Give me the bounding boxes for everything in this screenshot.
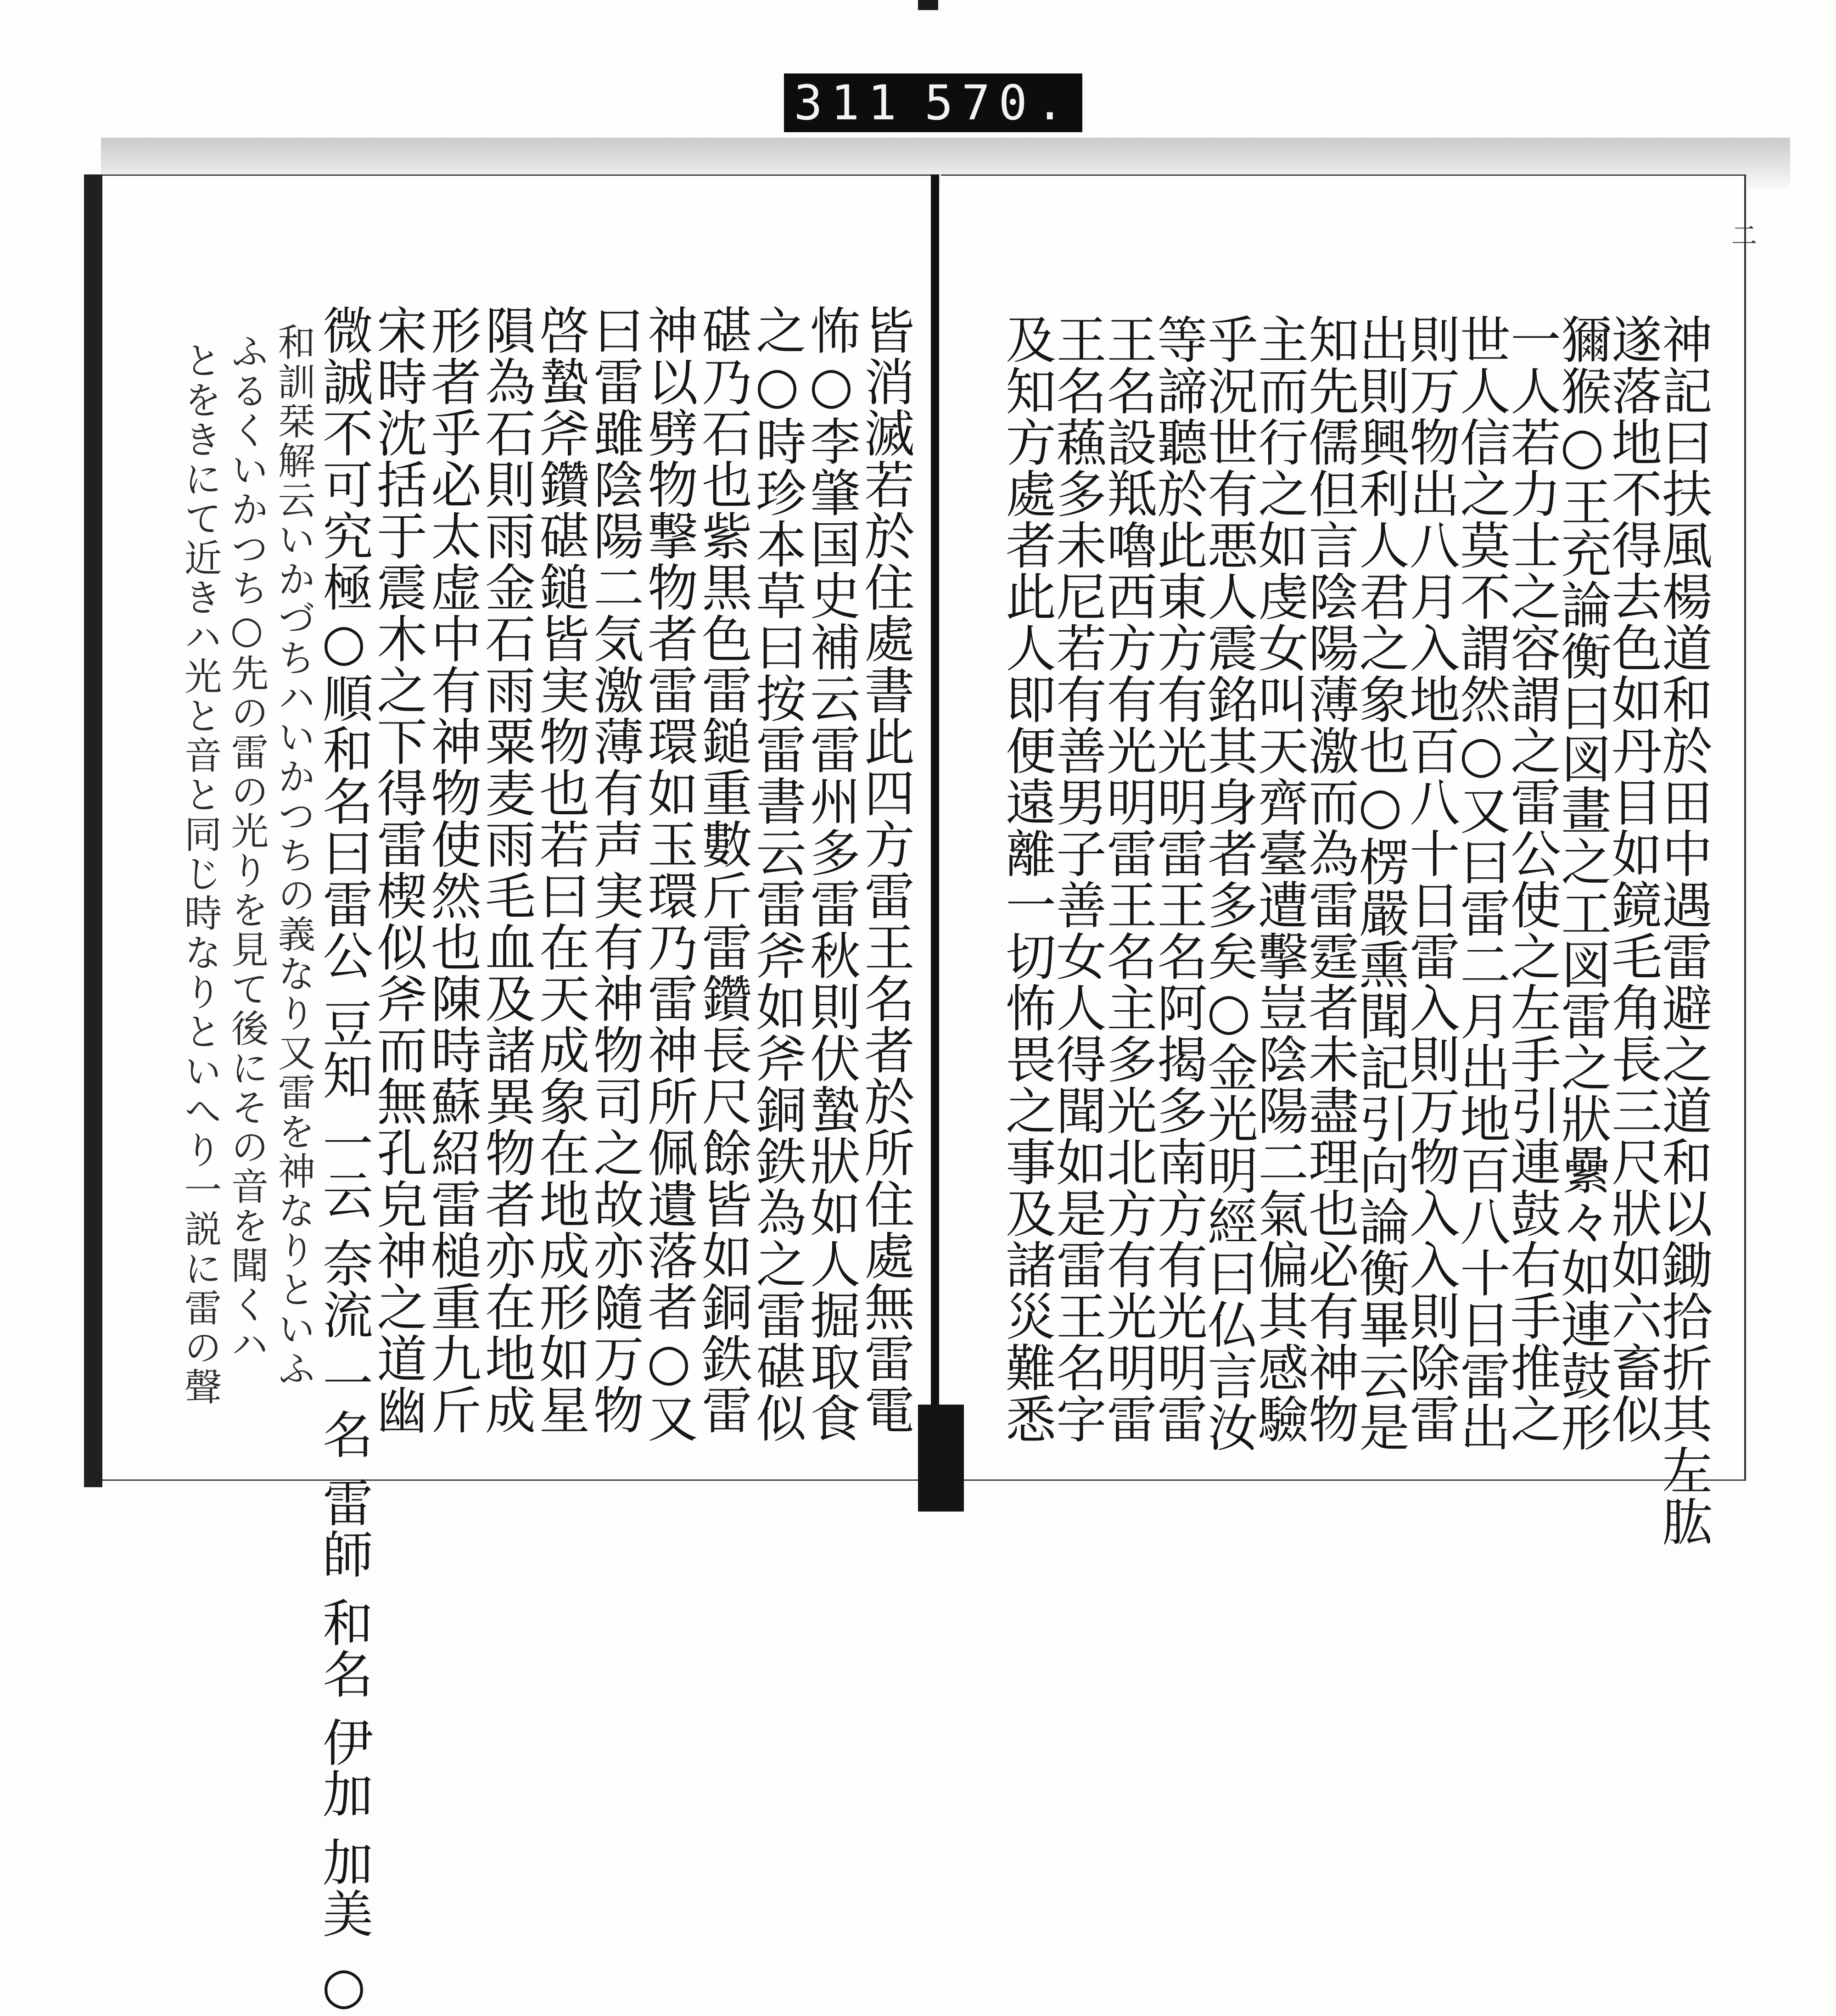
text-column: 遂落地不得去色如丹目如鏡毛角長三尺狀如六畜似 (1603, 314, 1662, 1445)
text-column: 及知方處者此人即便遠離一切怖畏之事及諸災難悉 (997, 314, 1056, 1445)
page-number: 二 (1731, 221, 1757, 251)
text-column: 神記曰扶風楊道和於田中遇雷避之道和以鋤拾折其左肱 (1654, 314, 1713, 1547)
annotation-column: ふるくいかつち○先の雷の光りを見て後にその音を聞くハ (225, 332, 269, 1364)
book-spine-edge (84, 174, 102, 1487)
text-column: 碪乃石也紫黒色雷鎚重數斤雷鑽長尺餘皆如銅鉄雷 (694, 304, 752, 1435)
text-column: 神以劈物撃物者雷環如玉環乃雷神所佩遺落者○又 (639, 304, 698, 1444)
text-column: 知先儒但言陰陽薄激而為雷霆者未盡理也必有神物 (1300, 314, 1359, 1445)
text-column: 一人若力士之容謂之雷公使之左手引連鼓右手推之 (1502, 314, 1561, 1445)
text-column: 微誠不可究極○順和名曰雷公 豆知 一云 奈流 一名 雷師 和名 伊加 加美 ○ (314, 304, 373, 2016)
text-column: 王名設羝嚕西方有光明雷王名主多光北方有光明雷 (1098, 314, 1157, 1445)
text-column: 之○時珍本草曰按雷書云雷斧如斧銅鉄為之雷碪似 (748, 304, 806, 1444)
text-column: 宋時沈括于震木之下得雷楔似斧而無孔皃神之道幽 (369, 304, 427, 1435)
text-column: 世人信之莫不謂然○又曰雷二月出地百八十日雷出 (1452, 314, 1511, 1453)
reference-number-a: 311 (794, 75, 905, 131)
text-column: 皆消滅若於住處書此四方雷王名者於所住處無雷電 (856, 304, 915, 1435)
text-column: 獮猴○王充論衡曰図畫之工図雷之狀纍々如連鼓形 (1553, 314, 1612, 1453)
archive-reference-label (784, 73, 1082, 132)
text-column: 則万物出八月入地百八十日雷入則万物入入則除雷 (1401, 314, 1460, 1445)
text-column: 出則興利人君之象也○楞嚴熏聞記引向論衡畢云是 (1351, 314, 1410, 1453)
reference-number-b: 570. (924, 75, 1073, 131)
annotation-column: 和訓栞解云いかづちハいかつちの義なり又雷を神なりといふ (272, 323, 315, 1389)
text-column: 形者乎必太虚中有神物使然也陳時蘇紹雷槌重九斤 (423, 304, 481, 1435)
left-page (102, 174, 936, 2016)
text-column: 怖○李肇国史補云雷州多雷秋則伏蟄狀如人掘取食 (802, 304, 861, 1444)
text-column: 啓蟄斧鑽碪鎚皆実物也若曰在天成象在地成形如星 (531, 304, 590, 1435)
text-column: 曰雷雖陰陽二気激薄有声実有神物司之故亦隨万物 (585, 304, 644, 1435)
annotation-column: とをきにて近きハ光と音と同じ時なりといへり一説に雷の聲 (178, 341, 222, 1407)
text-column: 王名蘓多未尼若有善男子善女人得聞如是雷王名字 (1048, 314, 1107, 1445)
text-column: 等諦聽於此東方有光明雷王名阿揭多南方有光明雷 (1149, 314, 1208, 1445)
top-registration-mark (918, 0, 938, 10)
right-page (941, 174, 1746, 1547)
text-column: 乎況世有悪人震銘其身者多矣○金光明經曰仏言汝 (1199, 314, 1258, 1453)
text-column: 主而行之如虔女叫天齊臺遭擊豈陰陽二氣偏其感驗 (1250, 314, 1309, 1445)
binding-tab (918, 1405, 964, 1512)
book-gutter (931, 174, 939, 1478)
text-column: 隕為石則雨金石雨粟麦雨毛血及諸異物者亦在地成 (477, 304, 536, 1435)
